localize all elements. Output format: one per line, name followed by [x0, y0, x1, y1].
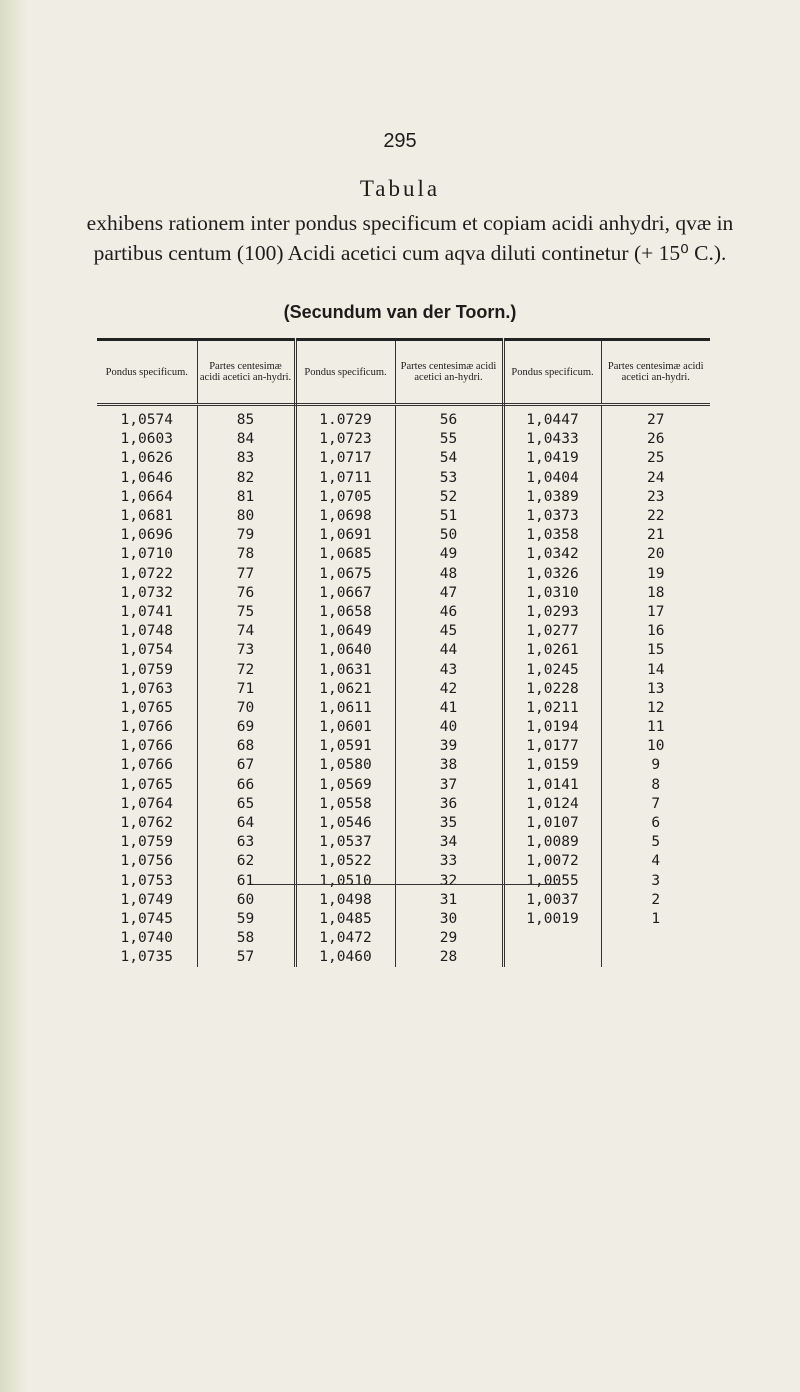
- partes-cell: 37: [395, 776, 503, 795]
- partes-cell: 80: [197, 507, 295, 526]
- pondus-cell: 1,0753: [97, 872, 197, 891]
- partes-cell: 3: [651, 872, 661, 889]
- partes-cell: 2: [651, 891, 661, 908]
- table-row: [97, 776, 710, 795]
- source-note: (Secundum van der Toorn.): [283, 302, 517, 322]
- pondus-cell: 1,0766: [97, 756, 197, 775]
- table-header-row: [97, 340, 710, 405]
- closing-rule: [253, 884, 561, 885]
- pondus-cell: 1,0601: [295, 718, 395, 737]
- table-row: [97, 929, 710, 948]
- pondus-cell: 1,0211: [503, 699, 601, 718]
- pondus-cell: [503, 948, 601, 967]
- table-row: [97, 910, 710, 929]
- partes-cell: 82: [197, 469, 295, 488]
- partes-cell: 18: [647, 584, 665, 601]
- pondus-cell: 1,0759: [97, 660, 197, 679]
- table-caption: exhibens rationem inter pondus specificum et copiam acidi anhydri, qvæ in partibus centum (100) Acidi acetici cum aqva diluti continetur (+ 15⁰ C.).: [86, 211, 734, 265]
- partes-cell: 26: [647, 431, 665, 448]
- pondus-cell: 1,0766: [97, 737, 197, 756]
- table-row: [97, 507, 710, 526]
- table-row: [97, 852, 710, 871]
- partes-cell: 52: [395, 488, 503, 507]
- pondus-cell: 1,0740: [97, 929, 197, 948]
- pondus-cell: 1,0603: [97, 430, 197, 449]
- pondus-cell: 1,0741: [97, 603, 197, 622]
- pondus-cell: 1,0667: [295, 584, 395, 603]
- partes-cell: 42: [395, 680, 503, 699]
- table-row: [97, 469, 710, 488]
- table-row: [97, 405, 710, 431]
- pondus-cell: 1,0732: [97, 584, 197, 603]
- table-row: [97, 526, 710, 545]
- table-row: [97, 603, 710, 622]
- partes-cell: 48: [395, 565, 503, 584]
- pondus-cell: 1,0745: [97, 910, 197, 929]
- header-pondus-3: Pondus specificum.: [503, 340, 601, 405]
- partes-cell: 25: [647, 450, 665, 467]
- header-partes-3: Partes centesimæ acidi acetici an-hydri.: [601, 340, 710, 405]
- pondus-cell: 1,0228: [503, 680, 601, 699]
- pondus-cell: 1,0735: [97, 948, 197, 967]
- partes-cell: 1: [651, 910, 661, 927]
- pondus-cell: 1,0447: [503, 405, 601, 431]
- table-row: [97, 622, 710, 641]
- table-row: [97, 660, 710, 679]
- partes-cell: 43: [395, 660, 503, 679]
- pondus-cell: 1,0072: [503, 852, 601, 871]
- partes-cell: 57: [197, 948, 295, 967]
- partes-cell: 22: [647, 508, 665, 525]
- table-row: [97, 737, 710, 756]
- table-body: [97, 405, 710, 968]
- partes-cell: 72: [197, 660, 295, 679]
- pondus-cell: 1,0537: [295, 833, 395, 852]
- pondus-cell: 1,0711: [295, 469, 395, 488]
- table-row: [97, 565, 710, 584]
- pondus-cell: 1,0764: [97, 795, 197, 814]
- partes-cell: 77: [197, 565, 295, 584]
- pondus-cell: 1,0310: [503, 584, 601, 603]
- partes-cell: 73: [197, 641, 295, 660]
- pondus-cell: 1,0749: [97, 891, 197, 910]
- partes-cell: 28: [395, 948, 503, 967]
- pondus-cell: 1,0055: [503, 872, 601, 891]
- partes-cell: 66: [197, 776, 295, 795]
- pondus-cell: 1,0756: [97, 852, 197, 871]
- pondus-cell: 1,0754: [97, 641, 197, 660]
- partes-cell: 68: [197, 737, 295, 756]
- partes-cell: 81: [197, 488, 295, 507]
- pondus-cell: 1,0546: [295, 814, 395, 833]
- pondus-cell: 1,0681: [97, 507, 197, 526]
- table-row: [97, 449, 710, 468]
- table-row: [97, 718, 710, 737]
- partes-cell: 60: [197, 891, 295, 910]
- partes-cell: 23: [647, 488, 665, 505]
- pondus-cell: 1,0342: [503, 545, 601, 564]
- pondus-cell: 1,0404: [503, 469, 601, 488]
- partes-cell: 17: [647, 603, 665, 620]
- partes-cell: 9: [651, 757, 661, 774]
- partes-cell: 20: [647, 546, 665, 563]
- table-row: [97, 814, 710, 833]
- header-partes-2: Partes centesimæ acidi acetici an-hydri.: [395, 340, 503, 405]
- partes-cell: 31: [395, 891, 503, 910]
- pondus-cell: 1,0621: [295, 680, 395, 699]
- partes-cell: 76: [197, 584, 295, 603]
- pondus-cell: 1,0710: [97, 545, 197, 564]
- header-pondus-2: Pondus specificum.: [295, 340, 395, 405]
- table-row: [97, 872, 710, 891]
- pondus-cell: 1,0691: [295, 526, 395, 545]
- pondus-cell: 1,0765: [97, 776, 197, 795]
- pondus-cell: 1,0277: [503, 622, 601, 641]
- pondus-cell: 1,0389: [503, 488, 601, 507]
- partes-cell: 8: [651, 776, 661, 793]
- partes-cell: 29: [395, 929, 503, 948]
- partes-cell: 69: [197, 718, 295, 737]
- pondus-cell: 1,0433: [503, 430, 601, 449]
- partes-cell: 34: [395, 833, 503, 852]
- partes-cell: 61: [197, 872, 295, 891]
- partes-cell: 40: [395, 718, 503, 737]
- table-row: [97, 545, 710, 564]
- table-row: [97, 641, 710, 660]
- partes-cell: 32: [395, 872, 503, 891]
- pondus-cell: 1,0698: [295, 507, 395, 526]
- partes-cell: 33: [395, 852, 503, 871]
- partes-cell: 84: [197, 430, 295, 449]
- partes-cell: 5: [651, 834, 661, 851]
- table-row: [97, 833, 710, 852]
- pondus-cell: 1,0558: [295, 795, 395, 814]
- data-table: [97, 338, 710, 967]
- partes-cell: 24: [647, 469, 665, 486]
- pondus-cell: 1,0358: [503, 526, 601, 545]
- header-pondus-1: Pondus specificum.: [97, 340, 197, 405]
- pondus-cell: 1,0194: [503, 718, 601, 737]
- pondus-cell: 1,0631: [295, 660, 395, 679]
- partes-cell: 78: [197, 545, 295, 564]
- pondus-cell: 1,0326: [503, 565, 601, 584]
- pondus-cell: 1,0373: [503, 507, 601, 526]
- pondus-cell: 1,0763: [97, 680, 197, 699]
- partes-cell: 65: [197, 795, 295, 814]
- table-row: [97, 430, 710, 449]
- pondus-cell: 1,0580: [295, 756, 395, 775]
- page-title: Tabula: [359, 176, 441, 201]
- partes-cell: 4: [651, 853, 661, 870]
- page-edge-shadow: [0, 0, 28, 1392]
- partes-cell: 21: [647, 527, 665, 544]
- pondus-cell: 1,0261: [503, 641, 601, 660]
- pondus-cell: 1,0245: [503, 660, 601, 679]
- table-row: [97, 699, 710, 718]
- table-row: [97, 795, 710, 814]
- partes-cell: 15: [647, 642, 665, 659]
- pondus-cell: 1,0569: [295, 776, 395, 795]
- partes-cell: 62: [197, 852, 295, 871]
- partes-cell: 59: [197, 910, 295, 929]
- partes-cell: 14: [647, 661, 665, 678]
- partes-cell: 50: [395, 526, 503, 545]
- partes-cell: 71: [197, 680, 295, 699]
- pondus-cell: 1,0748: [97, 622, 197, 641]
- table-row: [97, 488, 710, 507]
- pondus-cell: 1,0498: [295, 891, 395, 910]
- partes-cell: 63: [197, 833, 295, 852]
- pondus-cell: 1,0675: [295, 565, 395, 584]
- table-row: [97, 756, 710, 775]
- partes-cell: 12: [647, 699, 665, 716]
- pondus-cell: 1,0723: [295, 430, 395, 449]
- partes-cell: 56: [395, 405, 503, 431]
- partes-cell: 11: [647, 719, 665, 736]
- pondus-cell: 1,0574: [97, 405, 197, 431]
- partes-cell: 55: [395, 430, 503, 449]
- partes-cell: 83: [197, 449, 295, 468]
- partes-cell: 38: [395, 756, 503, 775]
- partes-cell: 27: [647, 412, 665, 429]
- pondus-cell: 1,0722: [97, 565, 197, 584]
- partes-cell: 47: [395, 584, 503, 603]
- pondus-cell: 1,0640: [295, 641, 395, 660]
- partes-cell: 64: [197, 814, 295, 833]
- partes-cell: 79: [197, 526, 295, 545]
- partes-cell: 75: [197, 603, 295, 622]
- pondus-cell: 1,0626: [97, 449, 197, 468]
- pondus-cell: 1,0460: [295, 948, 395, 967]
- pondus-cell: 1,0177: [503, 737, 601, 756]
- partes-cell: 16: [647, 623, 665, 640]
- pondus-cell: 1,0485: [295, 910, 395, 929]
- pondus-cell: 1,0705: [295, 488, 395, 507]
- partes-cell: 13: [647, 680, 665, 697]
- pondus-cell: 1,0664: [97, 488, 197, 507]
- pondus-cell: 1,0522: [295, 852, 395, 871]
- pondus-cell: 1,0107: [503, 814, 601, 833]
- partes-cell: 67: [197, 756, 295, 775]
- pondus-cell: 1,0717: [295, 449, 395, 468]
- partes-cell: 46: [395, 603, 503, 622]
- partes-cell: 45: [395, 622, 503, 641]
- page-number: 295: [383, 130, 417, 152]
- pondus-cell: 1,0766: [97, 718, 197, 737]
- pondus-cell: 1,0472: [295, 929, 395, 948]
- partes-cell: 41: [395, 699, 503, 718]
- partes-cell: 49: [395, 545, 503, 564]
- partes-cell: [601, 929, 710, 948]
- table-row: [97, 584, 710, 603]
- partes-cell: 44: [395, 641, 503, 660]
- partes-cell: 51: [395, 507, 503, 526]
- partes-cell: 36: [395, 795, 503, 814]
- pondus-cell: 1,0591: [295, 737, 395, 756]
- pondus-cell: [503, 929, 601, 948]
- pondus-cell: 1,0019: [503, 910, 601, 929]
- pondus-cell: 1,0159: [503, 756, 601, 775]
- pondus-cell: 1,0293: [503, 603, 601, 622]
- partes-cell: 53: [395, 469, 503, 488]
- pondus-cell: 1,0762: [97, 814, 197, 833]
- pondus-cell: 1,0649: [295, 622, 395, 641]
- partes-cell: 74: [197, 622, 295, 641]
- pondus-cell: 1,0089: [503, 833, 601, 852]
- pondus-cell: 1,0658: [295, 603, 395, 622]
- partes-cell: 35: [395, 814, 503, 833]
- pondus-cell: 1,0765: [97, 699, 197, 718]
- pondus-cell: 1,0124: [503, 795, 601, 814]
- pondus-cell: 1,0510: [295, 872, 395, 891]
- partes-cell: 58: [197, 929, 295, 948]
- pondus-cell: 1,0646: [97, 469, 197, 488]
- pondus-cell: 1.0729: [295, 405, 395, 431]
- header-partes-1: Partes centesimæ acidi acetici an-hydri.: [197, 340, 295, 405]
- partes-cell: 7: [651, 795, 661, 812]
- partes-cell: 54: [395, 449, 503, 468]
- pondus-cell: 1,0419: [503, 449, 601, 468]
- partes-cell: 39: [395, 737, 503, 756]
- table-row: [97, 948, 710, 967]
- pondus-cell: 1,0685: [295, 545, 395, 564]
- pondus-cell: 1,0696: [97, 526, 197, 545]
- partes-cell: 19: [647, 565, 665, 582]
- partes-cell: [601, 948, 710, 967]
- partes-cell: 10: [647, 738, 665, 755]
- pondus-cell: 1,0037: [503, 891, 601, 910]
- partes-cell: 70: [197, 699, 295, 718]
- partes-cell: 6: [651, 815, 661, 832]
- pondus-cell: 1,0141: [503, 776, 601, 795]
- table-row: [97, 891, 710, 910]
- partes-cell: 85: [197, 405, 295, 431]
- partes-cell: 30: [395, 910, 503, 929]
- pondus-cell: 1,0759: [97, 833, 197, 852]
- table-row: [97, 680, 710, 699]
- pondus-cell: 1,0611: [295, 699, 395, 718]
